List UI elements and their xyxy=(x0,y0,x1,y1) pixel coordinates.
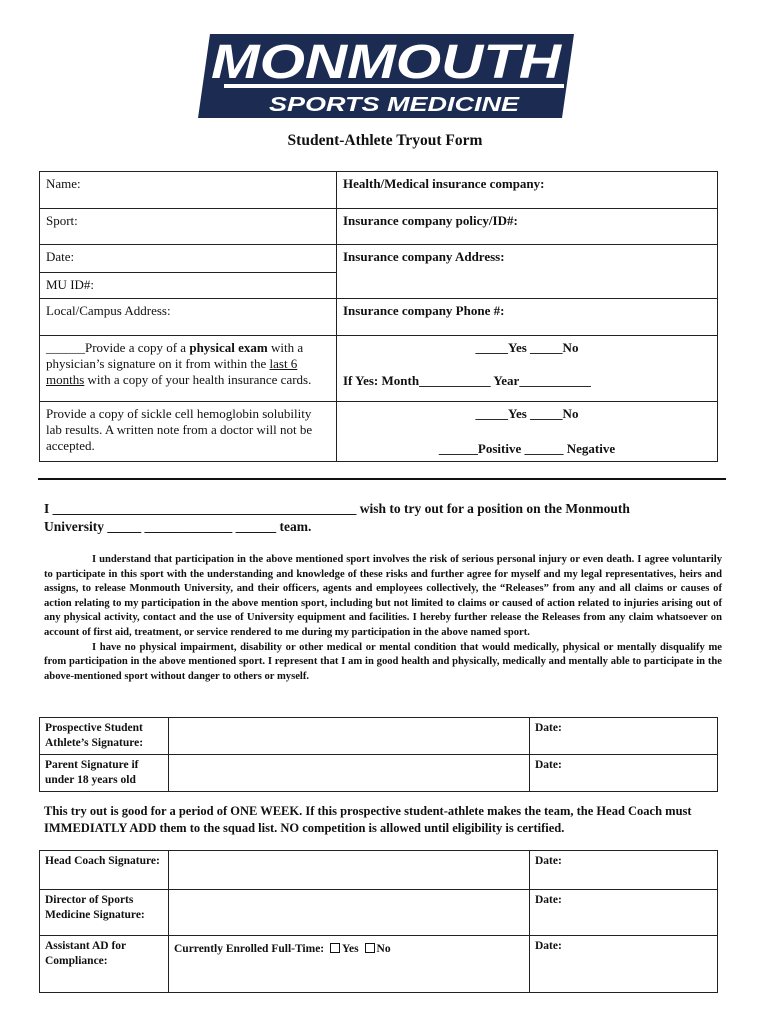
tryout-declaration xyxy=(44,500,724,536)
release-paragraph xyxy=(44,553,722,684)
head-coach-label: Head Coach Signature: xyxy=(40,851,169,890)
declaration-line-2[interactable]: University _____ _____________ ______ team. xyxy=(44,519,312,534)
tryout-note: This try out is good for a period of ONE WEEK. If this prospective student-athlete makes the team, the Head Coach must IMMEDIATLY ADD them to the squad list. NO competition is allowed until eligibility is certified. xyxy=(44,804,692,835)
physical-month-year[interactable]: If Yes: Month___________ Year___________ xyxy=(343,373,591,388)
director-label: Director of Sports Medicine Signature: xyxy=(40,890,169,936)
athlete-signature-table xyxy=(39,717,718,792)
monmouth-sports-medicine-logo xyxy=(198,34,574,118)
director-signature-field[interactable] xyxy=(169,890,530,936)
staff-signature-table xyxy=(39,850,718,993)
sport-field[interactable]: Sport: xyxy=(40,209,337,245)
athlete-info-table xyxy=(39,171,718,462)
health-insurance-field[interactable]: Health/Medical insurance company: xyxy=(337,172,718,209)
release-text-1: I understand that participation in the above mentioned sport involves the risk of serious personal injury or even death. I agree voluntarily to participate in this sport with the understanding and knowledge of these risks and further agree for myself and my legal representatives, heirs and assigns, to release Monmouth University, and their officers, agents and employees collectively, the “Releases” from any and all claims or causes of action relating to my participation in the above mention sport, including but not limited to claims or caused of action related to injuries arising out of any physical activity, contact and the use of University equipment and facilities. I hereby further release the Releases from any claim whatsoever on account of first aid, treatment, or service rendered to me during my participation in the above named sport. xyxy=(44,554,722,638)
sickle-positive-negative[interactable]: ______Positive ______ Negative xyxy=(438,441,616,456)
name-field[interactable]: Name: xyxy=(40,172,337,209)
student-signature-label: Prospective Student Athlete’s Signature: xyxy=(40,718,169,755)
student-date-field[interactable]: Date: xyxy=(530,718,718,755)
yes-label: Yes xyxy=(342,943,359,955)
parent-date-field[interactable]: Date: xyxy=(530,755,718,792)
assistant-date-field[interactable]: Date: xyxy=(530,936,718,993)
insurance-phone-field[interactable]: Insurance company Phone #: xyxy=(337,299,718,336)
director-date-field[interactable]: Date: xyxy=(530,890,718,936)
head-coach-date-field[interactable]: Date: xyxy=(530,851,718,890)
assistant-ad-label: Assistant AD for Compliance: xyxy=(40,936,169,993)
release-text-2: I have no physical impairment, disability or other medical or mental condition that would medically, physical or mentally disqualify me from participation in the above mentioned sport. I represent that I am in good health and physically, medically and mentally able to participate in the above-mentioned sport without danger to others or myself. xyxy=(44,641,722,682)
sickle-yes-no[interactable]: _____Yes _____No xyxy=(475,406,579,421)
parent-signature-label: Parent Signature if under 18 years old xyxy=(40,755,169,792)
enrolled-label: Currently Enrolled Full-Time: xyxy=(174,943,325,955)
insurance-address-field[interactable]: Insurance company Address: xyxy=(337,245,718,299)
physical-yes-no[interactable]: _____Yes _____No xyxy=(475,340,579,355)
yes-checkbox[interactable] xyxy=(330,943,340,953)
head-coach-signature-field[interactable] xyxy=(169,851,530,890)
parent-signature-field[interactable] xyxy=(169,755,530,792)
sickle-cell-response[interactable] xyxy=(337,402,718,462)
logo-text-monmouth: MONMOUTH xyxy=(211,36,563,89)
no-checkbox[interactable] xyxy=(365,943,375,953)
physical-exam-requirement: ______Provide a copy of a physical exam with a physician’s signature on it from within the last 6 months with a copy of your health insurance cards. xyxy=(40,336,337,402)
page-title: Student-Athlete Tryout Form xyxy=(287,132,483,149)
policy-id-field[interactable]: Insurance company policy/ID#: xyxy=(337,209,718,245)
enrollment-field[interactable] xyxy=(169,936,530,993)
sickle-cell-requirement: Provide a copy of sickle cell hemoglobin solubility lab results. A written note from a doctor will not be accepted. xyxy=(40,402,337,462)
section-divider xyxy=(38,478,726,480)
no-label: No xyxy=(376,943,391,955)
declaration-line-1[interactable]: I _____________________________________________ wish to try out for a position on the Monmouth xyxy=(44,501,630,516)
local-address-field[interactable]: Local/Campus Address: xyxy=(40,299,337,336)
logo-text-sports-medicine: SPORTS MEDICINE xyxy=(269,94,520,116)
mu-id-field[interactable]: MU ID#: xyxy=(40,273,337,299)
date-field[interactable]: Date: xyxy=(40,245,337,273)
physical-exam-response[interactable] xyxy=(337,336,718,402)
student-signature-field[interactable] xyxy=(169,718,530,755)
